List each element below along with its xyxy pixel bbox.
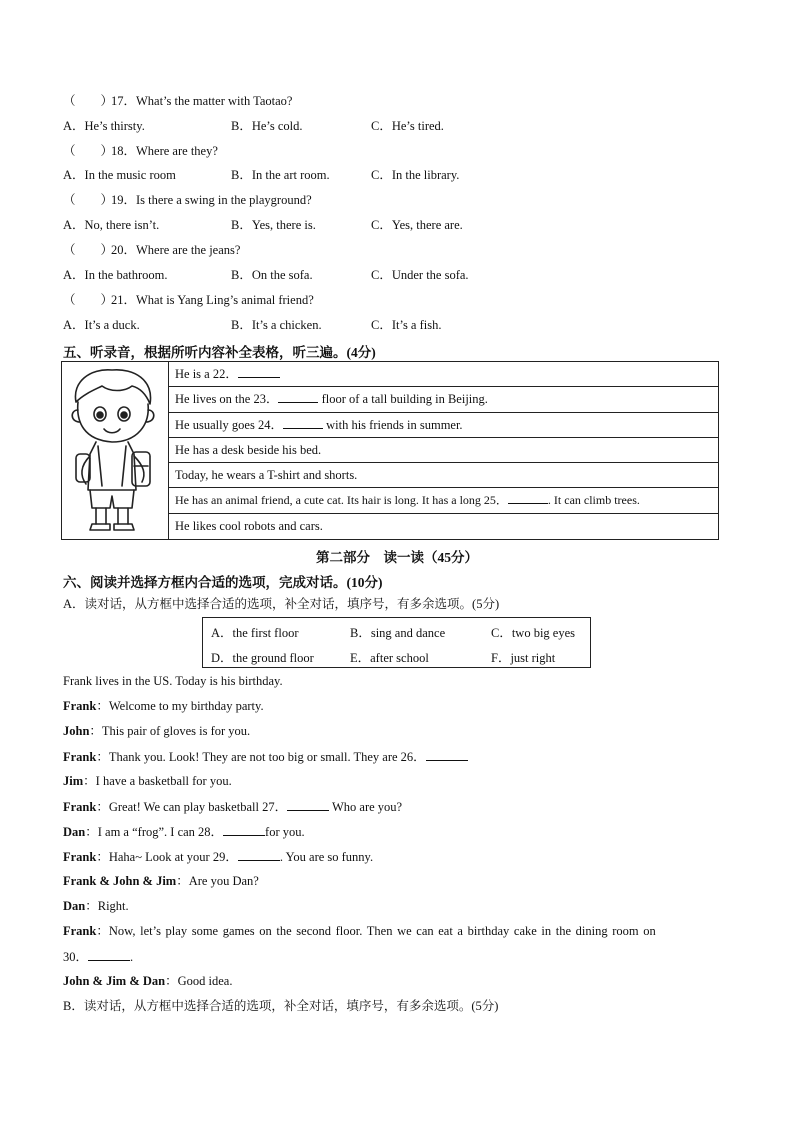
dialogue-line: Frank：Welcome to my birthday party. — [63, 699, 264, 713]
answer-blank-29[interactable] — [238, 848, 280, 861]
boy-illustration-icon — [62, 362, 168, 539]
table-row: He usually goes 24． with his friends in summer. — [169, 413, 718, 438]
answer-blank-25[interactable] — [508, 491, 548, 504]
question-17: （ ）17．What’s the matter with Taotao? — [63, 94, 293, 108]
option-a: A．the first floor — [211, 626, 299, 640]
option-b: B．sing and dance — [350, 626, 446, 640]
answer-blank-24[interactable] — [283, 416, 323, 429]
section-5-rows — [169, 362, 718, 539]
part-2-heading: 第二部分 读一读（45分） — [316, 550, 478, 565]
answer-blank-26[interactable] — [426, 748, 468, 761]
question-20: （ ）20．Where are the jeans? — [63, 243, 241, 257]
table-row: He likes cool robots and cars. — [175, 518, 323, 533]
section-6a-instruction: A．读对话，从方框中选择合适的选项，补全对话，填序号，有多余选项。(5分) — [63, 597, 500, 611]
answer-blank-28[interactable] — [223, 823, 265, 836]
dialogue-line: Frank：Great! We can play basketball 27． Who are you? — [63, 800, 403, 814]
option-c: C．two big eyes — [491, 626, 576, 640]
answer-blank-22[interactable] — [238, 365, 280, 378]
dialogue-line: Frank：Now, let’s play some games on the second floor. Then we can eat a birthday cake in the dining room on — [63, 924, 656, 938]
answer-blank-23[interactable] — [278, 390, 318, 403]
dialogue-line: 30． . — [63, 950, 134, 964]
dialogue-line: John & Jim & Dan：Good idea. — [63, 974, 233, 988]
exam-page: （ ）17．What’s the matter with Taotao? A．He’s thirsty. B．He’s cold. C．He’s tired. （ ）18．Where are they? A．In the music room B．In the art room. C．In the library. （ ）19．Is there a swing in the playground? A．No, there isn’t. B．Yes, there is. C．Yes, there are. （ ）20．Where are the jeans? A．In the bathroom. B．On the sofa. C．Under the sofa. （ ）21．What is Yang Ling’s animal friend? A．It’s a duck. B．It’s a chicken. C．It’s a fish. 五、听录音，根据所听内容补全表格，听三遍。(4分) He is a 22． He lives on the 23． floor of a tall building in Beijing. He usually goes 24． with his friends in summer. He has a desk beside his bed. Today, he wears a T-shirt and shorts. He has an animal friend, a cute cat. Its hair is long. It has a long 25． . It can climb trees. He likes cool robots and cars. 第二部分 读一读（45分） 六、阅读并选择方框内合适的选项，完成对话。(10分) A．读对话，从方框中选择合适的选项，补全对话，填序号，有多余选项。(5分) A．the first floor B．sing and dance C．two big eyes D．the ground floor E．after school F．just right Frank lives in the US. Today is his birthday. Frank：Welcome to my birthday party. John：This pair of gloves is for you. Frank：Thank you. Look! They are not too big or small. They are 26． Jim：I have a basketball for you. Frank：Great! We can play basketball 27． Who are you? Dan：I am a “frog”. I can 28． for you. Frank：Haha~ Look at your 29． . You are so funny. Frank & John & Jim：Are you Dan? Dan：Right. Frank：Now, let’s play some games on the second floor. Then we can eat a birthday cake in the dining room on 30． . John & Jim & Dan：Good idea. B．读对话，从方框中选择合适的选项，补全对话，填序号，有多余选项。(5分) — [0, 0, 794, 1123]
section-5-table — [61, 361, 719, 540]
boy-with-backpack-illustration — [62, 362, 169, 539]
answer-blank-27[interactable] — [287, 798, 329, 811]
dialogue-intro: Frank lives in the US. Today is his birthday. — [63, 674, 283, 688]
dialogue-line: Dan：Right. — [63, 899, 129, 913]
option-f: F．just right — [491, 651, 556, 665]
option-d: D．the ground floor — [211, 651, 314, 665]
answer-blank-30[interactable] — [88, 948, 130, 961]
section-6-heading: 六、阅读并选择方框内合适的选项，完成对话。(10分) — [63, 575, 383, 590]
question-21: （ ）21．What is Yang Ling’s animal friend? — [63, 293, 314, 307]
dialogue-line: Frank：Thank you. Look! They are not too big or small. They are 26． — [63, 748, 468, 765]
question-18: （ ）18．Where are they? — [63, 144, 218, 158]
dialogue-line: John：This pair of gloves is for you. — [63, 724, 251, 738]
dialogue-line: Frank & John & Jim：Are you Dan? — [63, 874, 259, 888]
table-row: Today, he wears a T-shirt and shorts. — [169, 463, 718, 488]
dialogue-line: Dan：I am a “frog”. I can 28． for you. — [63, 825, 305, 839]
options-box — [202, 617, 591, 668]
question-19: （ ）19．Is there a swing in the playground? — [63, 193, 312, 207]
dialogue-line: Jim：I have a basketball for you. — [63, 774, 232, 788]
table-row: He has an animal friend, a cute cat. Its hair is long. It has a long 25． . It can climb trees. — [169, 488, 718, 513]
table-row: He lives on the 23． floor of a tall building in Beijing. — [169, 387, 718, 412]
option-e: E．after school — [350, 651, 429, 665]
dialogue-line: Frank：Haha~ Look at your 29． . You are so funny. — [63, 850, 374, 864]
section-5-heading: 五、听录音，根据所听内容补全表格，听三遍。(4分) — [63, 345, 376, 360]
table-row: He is a 22． — [169, 362, 718, 387]
section-6b-instruction: B．读对话，从方框中选择合适的选项，补全对话，填序号，有多余选项。(5分) — [63, 999, 499, 1013]
table-row: He has a desk beside his bed. — [169, 438, 718, 463]
